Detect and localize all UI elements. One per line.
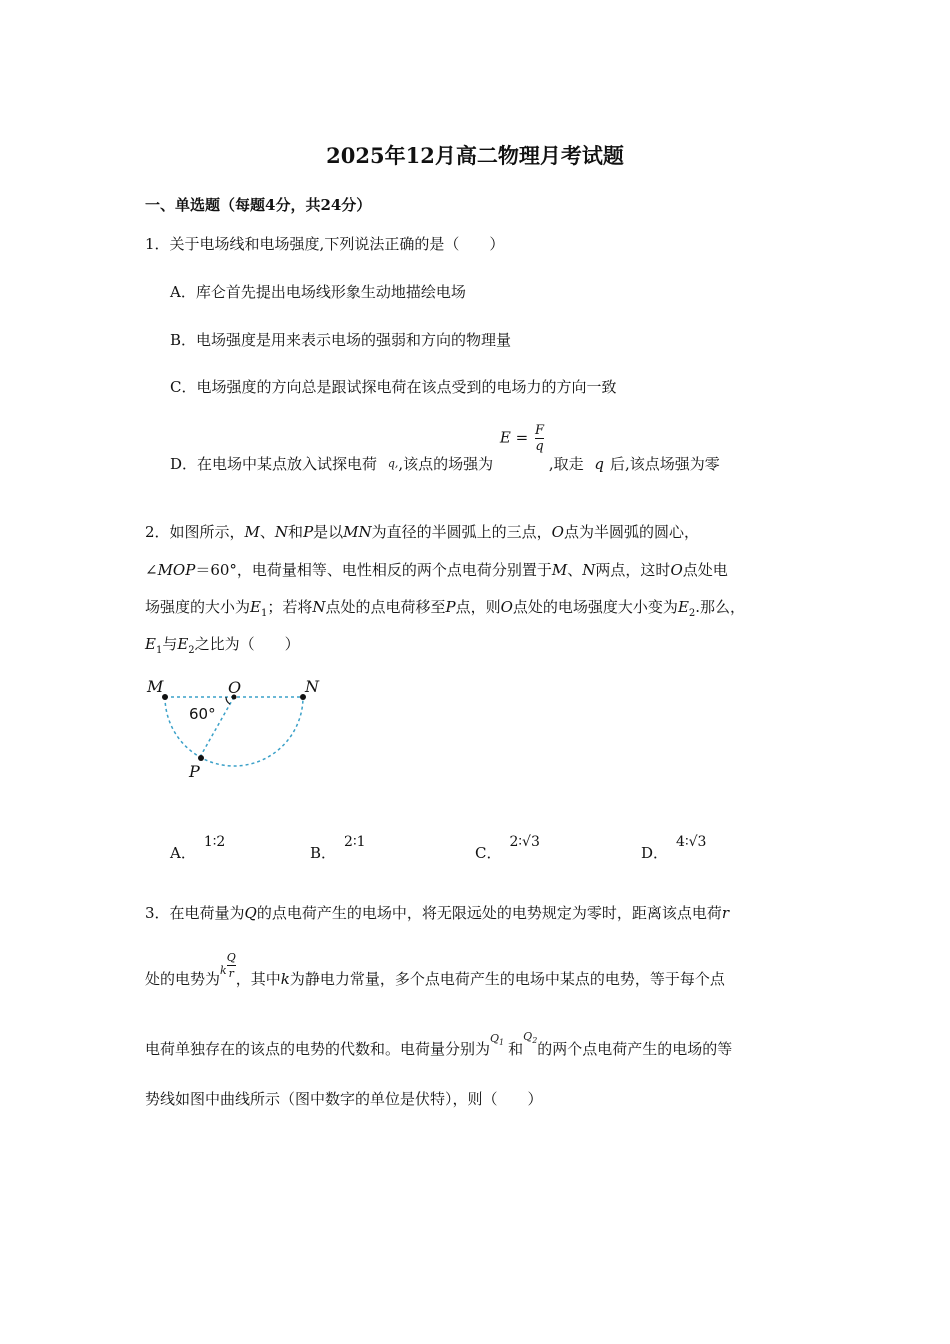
question-2-choice-a — [170, 834, 226, 863]
formula-fraction — [535, 423, 544, 454]
formula-denominator: q — [535, 439, 544, 454]
text: ∠ — [145, 561, 158, 579]
option-d-text-4: 后,该点场强为零 — [609, 454, 720, 473]
question-1-option-d — [170, 423, 720, 473]
text: 的点电荷产生的电场中，将无限远处的电势规定为零时，距离该点电荷 — [256, 904, 722, 922]
var-p: P — [303, 523, 314, 541]
var-e1: E — [145, 635, 156, 653]
var-m: M — [244, 523, 260, 541]
text: ，其中 — [235, 969, 281, 988]
var-e1: E — [250, 598, 261, 616]
question-3-line-3 — [145, 1024, 733, 1058]
semicircle-arc — [165, 697, 303, 766]
text: .那么， — [695, 598, 746, 616]
choice-value: 2∶√3 — [509, 834, 540, 850]
var-n: N — [582, 561, 596, 579]
question-2-line-2 — [145, 559, 728, 580]
choice-value: 2∶1 — [344, 834, 366, 850]
symbol: Q — [490, 1032, 500, 1045]
subscript: 1 — [260, 608, 268, 619]
text: 点，则 — [455, 598, 501, 616]
question-3-line-2 — [145, 950, 725, 988]
fraction-denominator: r — [228, 967, 234, 980]
symbol: Q — [523, 1030, 533, 1043]
option-d-text-2: ,该点的场强为 — [398, 454, 494, 473]
subscript: 1 — [499, 1038, 505, 1048]
var-q1 — [490, 1032, 505, 1048]
var-o: O — [551, 523, 564, 541]
question-2-choice-d — [641, 834, 707, 863]
question-2-line-3 — [145, 596, 745, 619]
question-2-choice-b — [310, 834, 366, 863]
var-q2 — [523, 1030, 538, 1046]
text: 电荷单独存在的该点的电势的代数和。电荷量分别为 — [145, 1040, 491, 1058]
page-title: 2025年12月高二物理月考试题 — [326, 143, 624, 168]
subscript: 2 — [688, 608, 696, 619]
text: 点为半圆弧的圆心， — [563, 523, 699, 541]
label-angle: 60° — [189, 705, 216, 723]
potential-fraction — [227, 950, 236, 981]
text: 与 — [162, 635, 178, 653]
question-1-option-a: A．库仑首先提出电场线形象生动地描绘电场 — [170, 283, 466, 301]
var-o: O — [670, 561, 683, 579]
option-d-text-1: D．在电场中某点放入试探电荷 — [170, 454, 378, 473]
text: 2．如图所示， — [145, 523, 245, 541]
subscript: 1 — [155, 645, 163, 656]
var-mn: MN — [343, 523, 372, 541]
text: ；若将 — [267, 598, 313, 616]
var-o: O — [500, 598, 513, 616]
var-m: M — [551, 561, 568, 579]
text: 是以 — [313, 523, 344, 541]
subscript: 2 — [188, 645, 195, 656]
text: 两点，这时 — [595, 561, 671, 579]
formula-numerator: F — [535, 423, 545, 438]
question-2-line-1 — [145, 521, 699, 542]
choice-label: A． — [170, 844, 196, 862]
section-heading: 一、单选题（每题4分，共24分） — [145, 196, 372, 214]
var-n: N — [274, 523, 289, 541]
choice-label: D． — [641, 844, 669, 862]
var-mop: MOP — [157, 561, 196, 579]
text: 为直径的半圆弧上的三点， — [371, 523, 552, 541]
fraction-numerator: Q — [226, 951, 236, 964]
var-r: r — [721, 904, 730, 922]
var-p: P — [445, 598, 456, 616]
var-q: Q — [244, 904, 257, 922]
question-2-line-4 — [145, 633, 300, 656]
text: 点处的电场强度大小变为 — [512, 598, 678, 616]
text: 和 — [508, 1040, 524, 1058]
text: 点处的点电荷移至 — [325, 598, 446, 616]
text: 、 — [567, 561, 583, 579]
label-p: P — [189, 762, 200, 781]
subscript: 2 — [532, 1036, 538, 1046]
field-formula — [500, 423, 544, 454]
choice-label: C． — [475, 844, 502, 862]
angle-arc — [226, 697, 230, 704]
question-3-line-4: 势线如图中曲线所示（图中数字的单位是伏特），则（ ） — [145, 1090, 543, 1108]
text: 为静电力常量，多个点电荷产生的电场中某点的电势，等于每个点 — [289, 969, 725, 988]
text: 点处电 — [682, 561, 728, 579]
label-n: N — [305, 677, 319, 696]
option-d-text-3: ,取走 — [548, 454, 584, 473]
label-m: M — [147, 677, 164, 696]
text: 的两个点电荷产生的电场的等 — [537, 1040, 733, 1058]
text: ＝60°，电荷量相等、电性相反的两个点电荷分别置于 — [195, 561, 552, 579]
semicircle-figure — [140, 672, 340, 787]
choice-value: 1∶2 — [203, 834, 226, 850]
question-1-option-b: B．电场强度是用来表示电场的强弱和方向的物理量 — [170, 331, 512, 349]
point-p — [198, 755, 204, 761]
var-k: k — [220, 963, 227, 977]
question-2-choice-c — [475, 834, 540, 863]
var-k: k — [280, 969, 290, 988]
text: 、 — [259, 523, 275, 541]
choice-label: B． — [310, 844, 337, 862]
text: 和 — [288, 523, 304, 541]
question-3-line-1 — [145, 902, 729, 923]
text: 之比为（ ） — [194, 635, 300, 653]
text: 场强度的大小为 — [145, 598, 251, 616]
choice-value: 4∶√3 — [676, 834, 707, 850]
text: 3．在电荷量为 — [145, 904, 245, 922]
formula-e: E = — [499, 428, 529, 447]
option-d-q2: q — [594, 454, 604, 473]
var-e2: E — [677, 598, 689, 616]
question-1-stem: 1．关于电场线和电场强度,下列说法正确的是（ ） — [145, 235, 505, 253]
option-d-q: q, — [387, 456, 399, 470]
var-n: N — [312, 598, 326, 616]
text: 处的电势为 — [145, 969, 221, 988]
label-o: O — [228, 678, 242, 697]
question-1-option-c: C．电场强度的方向总是跟试探电荷在该点受到的电场力的方向一致 — [170, 378, 617, 396]
var-e2: E — [177, 635, 189, 653]
